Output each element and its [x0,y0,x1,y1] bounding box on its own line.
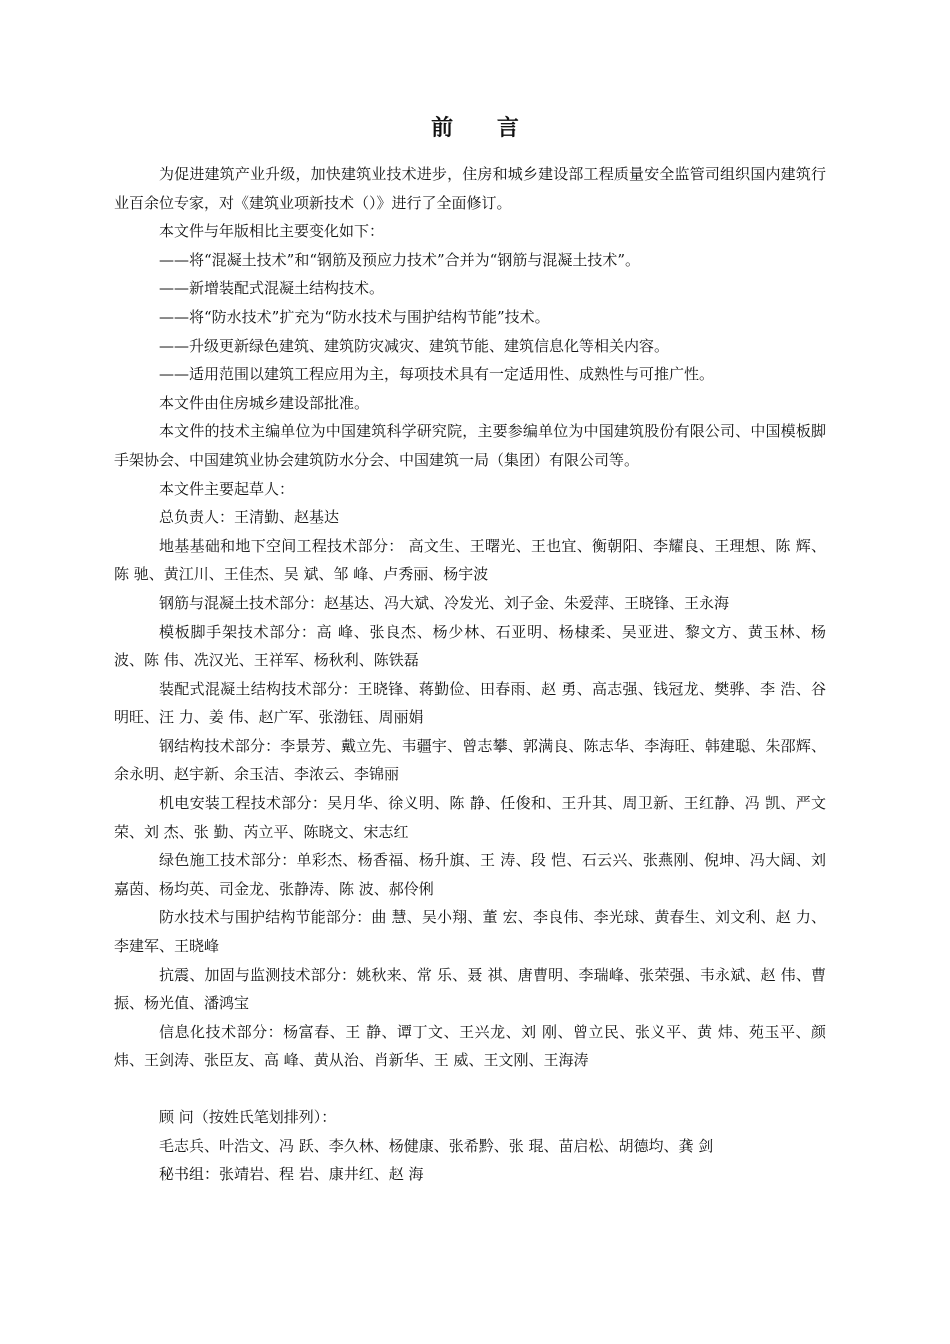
intro-paragraph: 为促进建筑产业升级，加快建筑业技术进步，住房和城乡建设部工程质量安全监管司组织国内建筑行业百余位专家，对《建筑业项新技术（）》进行了全面修订。 [114,165,826,212]
advisors-names: 毛志兵、叶浩文、冯 跃、李久林、杨健康、张希黔、张 琨、苗启松、胡德均、龚 剑 [159,1136,714,1155]
drafter-group: 钢结构技术部分：李景芳、戴立先、韦疆宇、曾志攀、郭满良、陈志华、李海旺、韩建聪、朱邵辉、余永明、赵宇新、余玉洁、李浓云、李锦丽 [114,736,826,784]
drafter-group: 防水技术与围护结构节能部分：曲 慧、吴小翔、董 宏、李良伟、李光球、黄春生、刘文利、赵 力、李建军、王晓峰 [114,908,826,956]
drafter-group: 信息化技术部分：杨富春、王 静、谭丁文、王兴龙、刘 刚、曾立民、张义平、黄 炜、苑玉平、颜 炜、王剑涛、张臣友、高 峰、黄从治、肖新华、王 威、王文刚、王海涛 [114,1022,826,1070]
spacer [114,1075,826,1103]
drafter-group: 绿色施工技术部分：单彩杰、杨香福、杨升旗、王 涛、段 恺、石云兴、张燕刚、倪坤、冯大阔、刘嘉茵、杨均英、司金龙、张静涛、陈 波、郝伶俐 [114,851,826,898]
drafter-group: 机电安装工程技术部分：吴月华、徐义明、陈 静、任俊和、王升其、周卫新、王红静、冯 凯、严文荣、刘 杰、张 勤、芮立平、陈晓文、宋志红 [114,794,826,841]
advisors-heading: 顾 问（按姓氏笔划排列）： [159,1108,337,1126]
drafter-group: 装配式混凝土结构技术部分：王晓锋、蒋勤俭、田春雨、赵 勇、高志强、钱冠龙、樊骅、李 浩、谷明旺、汪 力、姜 伟、赵广军、张渤钰、周丽娟 [114,679,826,727]
change-item: ——将“防水技术”扩充为“防水技术与围护结构节能”技术。 [159,307,550,326]
drafter-group: 钢筋与混凝土技术部分：赵基达、冯大斌、冷发光、刘子金、朱爱萍、王晓锋、王永海 [159,593,730,612]
drafter-group: 抗震、加固与监测技术部分：姚秋来、常 乐、聂 祺、唐曹明、李瑞峰、张荣强、韦永斌、赵 伟、曹 振、杨光值、潘鸿宝 [114,965,826,1013]
drafter-group: 模板脚手架技术部分：高 峰、张良杰、杨少林、石亚明、杨棣柔、吴亚进、黎文方、黄玉林、杨 波、陈 伟、冼汉光、王祥军、杨秋利、陈铁磊 [114,622,826,670]
approval-paragraph: 本文件由住房城乡建设部批准。 [159,393,370,412]
drafters-heading: 本文件主要起草人： [159,479,295,498]
change-item: ——升级更新绿色建筑、建筑防灾减灾、建筑节能、建筑信息化等相关内容。 [159,336,670,355]
secretary-group: 秘书组：张靖岩、程 岩、康井红、赵 海 [159,1165,424,1184]
drafter-group: 地基基础和地下空间工程技术部分： 高文生、王曙光、王也宜、衡朝阳、李耀良、王理想、陈 辉、陈 驰、黄江川、王佳杰、吴 斌、邹 峰、卢秀丽、杨宇波 [114,536,826,584]
drafter-group: 总负责人：王清勤、赵基达 [159,508,340,527]
change-item: ——新增装配式混凝土结构技术。 [159,279,385,298]
changes-heading: 本文件与年版相比主要变化如下： [159,222,385,241]
page-title: 前 言 [431,115,537,141]
change-item: ——将“混凝土技术”和“钢筋及预应力技术”合并为“钢筋与混凝土技术”。 [159,250,641,269]
editor-units-paragraph: 本文件的技术主编单位为中国建筑科学研究院，主要参编单位为中国建筑股份有限公司、中国模板脚手架协会、中国建筑业协会建筑防水分会、中国建筑一局（集团）有限公司等。 [114,422,826,469]
change-item: ——适用范围以建筑工程应用为主，每项技术具有一定适用性、成熟性与可推广性。 [159,365,715,384]
document-body [114,160,826,1189]
